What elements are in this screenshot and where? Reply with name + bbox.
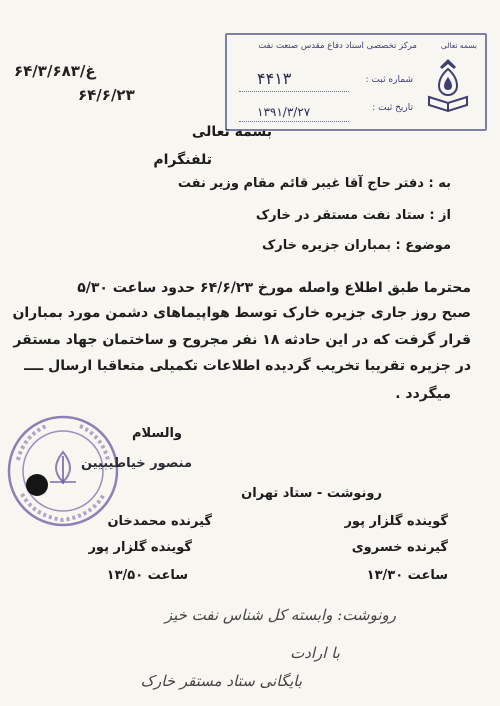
organization-logo-icon [423,55,473,115]
reference-number: ۶۴/۳/غ/۶۸۳ [14,62,96,80]
registration-date-line [239,121,349,122]
body-line-1: محترما طبق اطلاع واصله مورخ ۶۴/۶/۲۳ حدود ساعت ۵/۳۰ [77,280,471,296]
ink-blot [26,474,48,496]
registration-bismillah: بسمه تعالی [440,41,477,50]
body-line-2: صبح روز جاری جزیره خارک توسط هواپیماهای دشمن مورد بمباران [12,305,471,321]
reference-date: ۶۴/۶/۲۳ [78,86,135,104]
registration-number-label: شماره ثبت : [365,75,413,85]
body-line-3: قرار گرفت که در این حادثه ۱۸ نفر مجروح و ساختمان جهاد مستقر [13,332,471,348]
routing-left-sender: گیرنده محمدخان [107,514,212,529]
body-line-5: میگردد . [395,386,451,402]
official-seal-stamp [4,412,122,530]
registration-date-label: تاریخ ثبت : [372,103,413,113]
letter-to: به : دفتر حاج آقا غیبر قائم مقام وزیر نفت [177,176,451,191]
registration-header: مرکز تخصصی اسناد دفاع مقدس صنعت نفت [258,41,417,51]
letter-closing: والسلام [131,426,182,441]
routing-left-receiver: گوینده گلزار پور [88,540,192,555]
letter-from: از : ستاد نفت مستقر در خارک [255,208,451,223]
letter-signer: منصور خیاطیبیین [80,456,192,471]
registration-box [225,33,487,131]
handwritten-archive-note: بایگانی ستاد مستقر خارک [140,672,302,690]
routing-right-receiver: گیرنده خسروی [351,540,448,555]
letter-title: بسمه تعالی [191,124,272,140]
routing-left-time: ساعت ۱۳/۵۰ [106,568,188,583]
handwritten-regards: با ارادت [290,644,340,662]
letter-type: تلفنگرام [153,152,212,168]
routing-copy: رونوشت - ستاد تهران [241,486,382,501]
body-line-4: در جزیره تقریبا تخریب گردیده اطلاعات تکمیلی متعاقبا ارسال ــــ [24,358,471,374]
handwritten-copy-note: رونوشت: وابسته کل شناس نفت خیز [164,606,396,624]
registration-date-value: ۱۳۹۱/۳/۲۷ [257,105,311,119]
registration-number-line [239,91,349,92]
routing-right-time: ساعت ۱۳/۳۰ [366,568,448,583]
routing-right-sender: گوینده گلزار پور [344,514,448,529]
letter-subject: موضوع : بمباران جزیره خارک [261,238,451,253]
registration-number-value: ۴۴۱۳ [257,69,292,88]
